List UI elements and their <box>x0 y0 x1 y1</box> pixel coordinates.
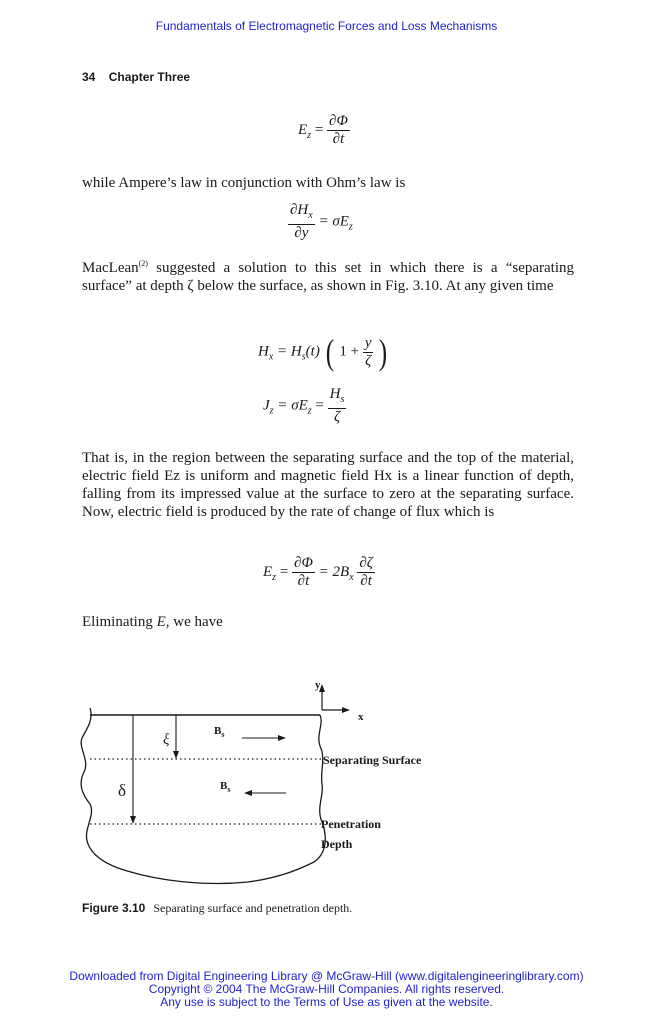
eq5-numerator-2: ∂ζ <box>359 555 373 571</box>
eq1-lhs-sub: z <box>307 129 312 141</box>
footer-copyright: Copyright © 2004 The McGraw-Hill Companies. All rights reserved. <box>148 982 505 996</box>
eq2-fraction <box>288 202 315 242</box>
eq2-denominator: ∂y <box>294 225 309 241</box>
eq1-lhs: E <box>298 121 308 138</box>
paragraph-region: That is, in the region between the separating surface and the top of the material, electric field Ez is uniform and magnetic field Hx is a linear function of depth, falling from its impressed value at the surface to zero at the separating surface. Now, electric field is produced by the rate of change of flux which is <box>82 450 574 520</box>
separating-surface-label: Separating Surface <box>323 753 422 767</box>
axis-y-label: y <box>315 679 321 691</box>
paragraph-maclean <box>82 255 574 295</box>
eq5-mid-sub: x <box>349 571 354 583</box>
eq2-numerator <box>288 202 315 225</box>
bs-bottom-arrowhead <box>244 790 252 796</box>
eq1-denominator: ∂t <box>332 131 345 147</box>
eq3-lhs: H <box>258 343 269 360</box>
footer-terms-link[interactable]: Any use is subject to the Terms of Use as given at the website. <box>160 995 493 1009</box>
eq3-numerator: y <box>364 334 372 351</box>
eq5-lhs: E <box>263 563 273 580</box>
running-header: Fundamentals of Electromagnetic Forces and Loss Mechanisms <box>155 19 498 33</box>
eq3-mid: = H <box>277 343 302 360</box>
eliminating-rest: , we have <box>165 614 223 630</box>
reference-marker: (2) <box>138 259 148 268</box>
equation-jz <box>263 386 346 426</box>
eq4-fraction <box>328 386 347 426</box>
eq1-numerator: ∂Φ <box>329 113 348 129</box>
eq4-lhs: J <box>263 397 270 414</box>
eq4-equals: = <box>315 397 324 414</box>
footer-download-link[interactable]: Downloaded from Digital Engineering Library @ McGraw-Hill (www.digitalengineeringlibrary.com) <box>69 969 584 983</box>
eq5-denominator-2: ∂t <box>360 573 372 589</box>
eq5-denominator-1: ∂t <box>297 573 310 589</box>
paragraph-eliminating <box>82 613 574 631</box>
caption-text: Separating surface and penetration depth. <box>153 901 353 915</box>
delta-arrowhead <box>130 816 136 824</box>
eq4-mid-sub: z <box>307 405 312 417</box>
equation-ez-rate <box>263 555 375 590</box>
bs-top-label: $B_s$ <box>214 725 225 739</box>
eq3-arg: (t) <box>305 343 320 360</box>
depth-label: Depth <box>321 837 353 851</box>
maclean-text: suggested a solution to this set in which there is a “separating surface” at depth ζ below the surface, as shown in Fig. 3.10. At any given time <box>82 260 574 294</box>
xi-arrowhead <box>173 751 179 759</box>
chapter-title: Chapter Three <box>108 70 191 84</box>
equation-ampere-ohm <box>288 202 353 242</box>
eq3-mid-sub: s <box>301 351 306 363</box>
eq4-num-text: H <box>329 386 341 402</box>
eq5-numerator-1: ∂Φ <box>294 555 313 571</box>
eq4-numerator <box>328 386 347 409</box>
eq2-num-sub: x <box>308 210 313 221</box>
caption-label: Figure 3.10 <box>82 901 146 915</box>
eq2-rhs: = σE <box>318 213 349 230</box>
bs-top-arrowhead <box>278 735 286 741</box>
equation-hx <box>258 331 389 373</box>
maclean-name: MacLean <box>82 260 139 276</box>
eq4-lhs-sub: z <box>269 405 274 417</box>
eq3-one-plus: 1 + <box>339 343 360 360</box>
axis-x-label: x <box>358 711 364 723</box>
eq5-fraction-2 <box>357 555 374 590</box>
footer <box>0 970 653 1009</box>
eq5-equals: = <box>279 563 289 580</box>
eq3-denominator: ζ <box>365 352 372 369</box>
bs-bottom-label: $B_s$ <box>220 780 231 794</box>
eq2-num-text: ∂H <box>290 202 309 218</box>
eq1-equals: = <box>314 121 324 138</box>
eq4-mid: = σE <box>277 397 308 414</box>
eq2-rhs-sub: z <box>348 221 353 233</box>
eq3-close-paren: ) <box>379 332 388 372</box>
paragraph-ampere: while Ampere’s law in conjunction with Ohm’s law is <box>82 175 406 191</box>
eq5-fraction-1 <box>292 555 315 590</box>
eq4-num-sub: s <box>340 394 345 405</box>
eq4-denominator: ζ <box>333 409 341 425</box>
xi-label: ξ <box>163 732 170 748</box>
page-heading <box>82 70 190 84</box>
figure-caption <box>82 901 352 916</box>
delta-label: δ <box>118 781 127 800</box>
page-number: 34 <box>82 70 96 84</box>
eq5-mid: = 2B <box>318 563 350 580</box>
equation-ez-flux <box>298 113 350 148</box>
figure-3-10 <box>78 672 438 892</box>
eq3-open-paren: ( <box>325 332 334 372</box>
eliminating-var: E <box>156 614 166 630</box>
eq3-lhs-sub: x <box>268 351 274 363</box>
eq5-lhs-sub: z <box>272 571 277 583</box>
eq3-fraction <box>363 335 374 370</box>
eliminating-text: Eliminating <box>82 614 157 630</box>
x-axis-arrowhead <box>342 707 350 713</box>
penetration-label: Penetration <box>321 817 381 831</box>
eq1-fraction <box>327 113 350 148</box>
